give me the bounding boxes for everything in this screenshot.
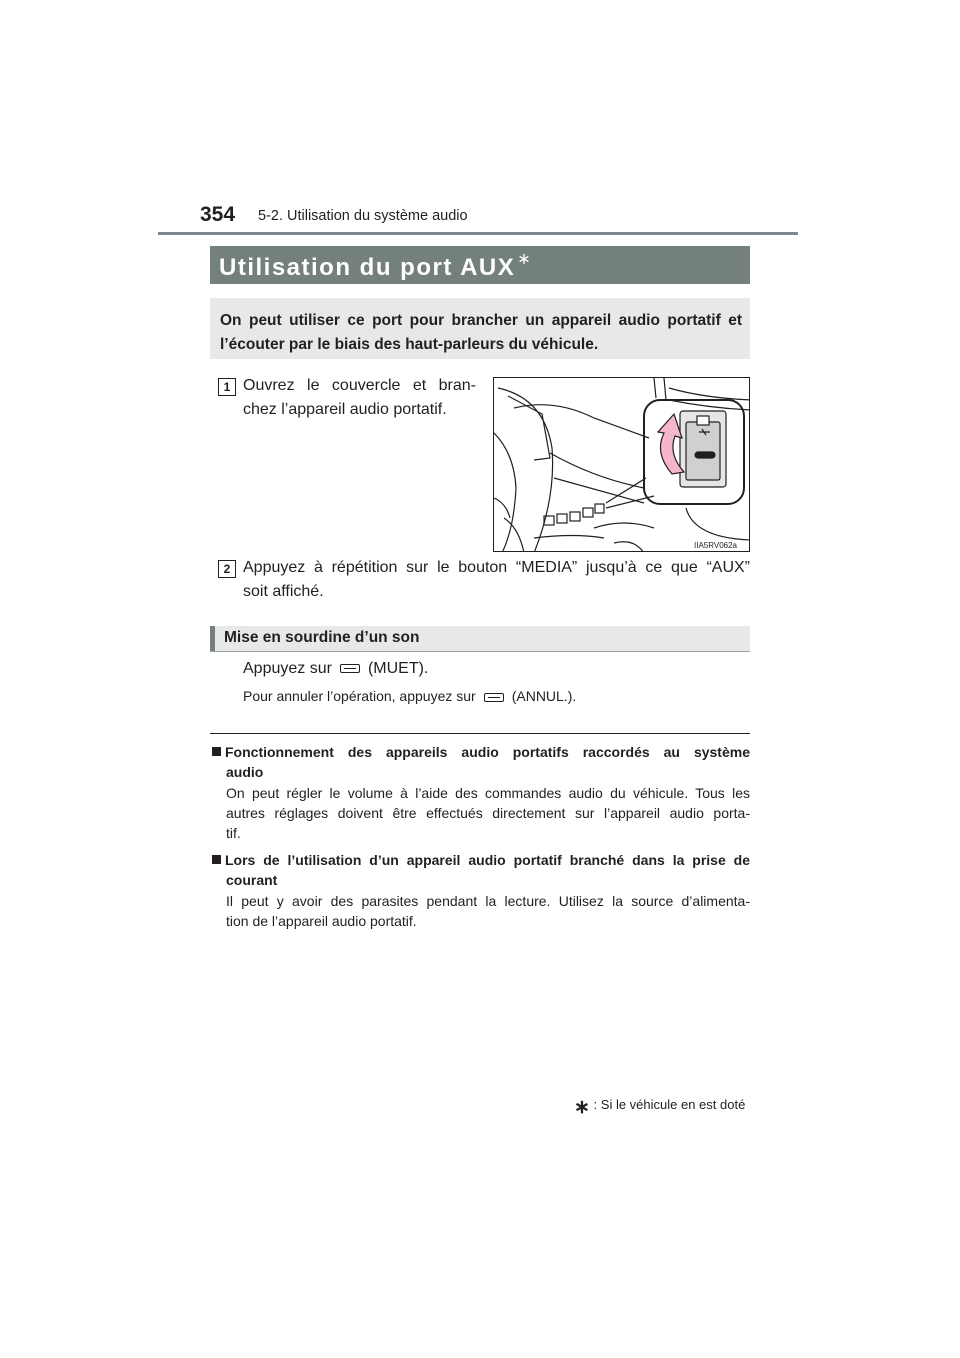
mute-button-icon — [340, 664, 360, 673]
note-1-title-line-2: audio — [226, 764, 264, 780]
dashboard-drawing — [494, 378, 750, 552]
note-1-body-line-3: tif. — [226, 825, 241, 841]
mute-instruction — [243, 657, 428, 681]
bullet-square-icon — [212, 855, 221, 864]
note-1-title-line-1 — [212, 742, 750, 762]
step-2-number: 2 — [218, 560, 236, 578]
step-1-number: 1 — [218, 378, 236, 396]
step-2-line-1: Appuyez à répétition sur le bouton “MEDIA” jusqu’à ce que “AUX” — [243, 559, 750, 576]
illustration-code: IIA5RV062a — [694, 541, 737, 550]
page-title-bar — [210, 246, 750, 284]
mute-section-header — [210, 626, 750, 652]
footnote — [574, 1096, 745, 1119]
optional-equipment-marker: ∗ — [517, 251, 533, 268]
note-2-title-line-1 — [212, 850, 750, 870]
note-1-title-text: Fonctionnement des appareils audio portatifs raccordés au système — [225, 744, 750, 760]
note-1-body-line-1: On peut régler le volume à l’aide des commandes audio du véhicule. Tous les — [226, 785, 750, 801]
cancel-instruction-before: Pour annuler l’opération, appuyez sur — [243, 688, 476, 704]
note-2-title-line-2: courant — [226, 872, 278, 888]
page-number: 354 — [200, 203, 236, 226]
note-2-body-line-1: Il peut y avoir des parasites pendant la lecture. Utilisez la source d’alimenta- — [226, 893, 750, 909]
header-accent-bar — [210, 626, 215, 651]
note-2-body-line-2: tion de l’appareil audio portatif. — [226, 913, 417, 929]
cancel-instruction-after: (ANNUL.). — [511, 688, 577, 704]
mute-section-title: Mise en sourdine d’un son — [224, 629, 420, 646]
cancel-instruction — [243, 686, 576, 706]
note-2-title-text: Lors de l’utilisation d’un appareil audio portatif branché dans la prise de — [225, 852, 750, 868]
note-1-body-line-2: autres réglages doivent être effectués directement sur l’appareil audio porta- — [226, 805, 750, 821]
page-title-text: Utilisation du port AUX — [219, 254, 516, 281]
notes-divider — [210, 733, 750, 734]
aux-port-illustration — [493, 377, 750, 552]
intro-text: On peut utiliser ce port pour brancher un appareil audio portatif et l’écouter par le biais des haut-parleurs du véhicule. — [220, 312, 742, 353]
page-title — [219, 249, 532, 282]
step-1-line-2: chez l’appareil audio portatif. — [243, 401, 447, 418]
bullet-square-icon — [212, 747, 221, 756]
mute-instruction-before: Appuyez sur — [243, 660, 332, 677]
step-2-line-2: soit affiché. — [243, 583, 324, 600]
cancel-button-icon — [484, 693, 504, 702]
footnote-marker: ∗ — [574, 1097, 590, 1118]
mute-instruction-after: (MUET). — [367, 660, 429, 677]
section-reference: 5-2. Utilisation du système audio — [258, 208, 468, 224]
step-1-line-1: Ouvrez le couvercle et bran- — [243, 377, 476, 394]
intro-box — [210, 298, 750, 359]
footnote-text: : Si le véhicule en est doté — [593, 1097, 746, 1112]
header-divider — [158, 232, 798, 235]
